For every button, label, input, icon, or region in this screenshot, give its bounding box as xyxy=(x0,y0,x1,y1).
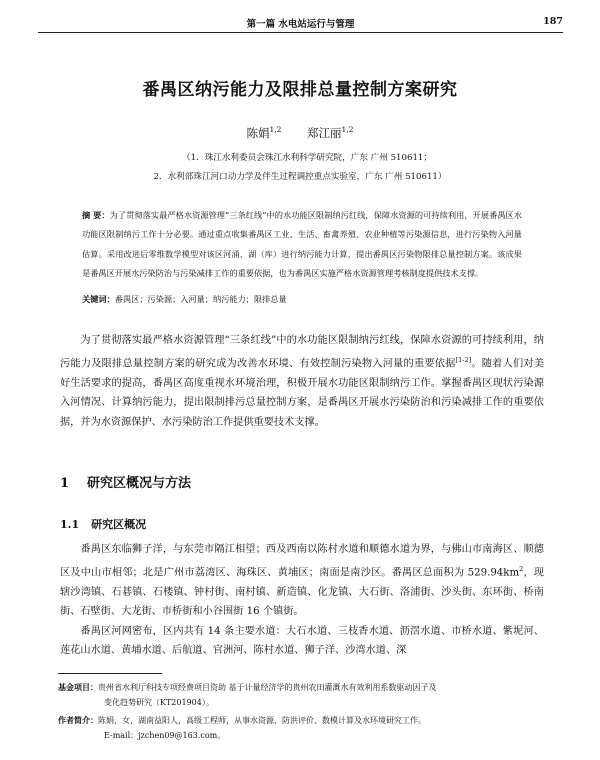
author-affil-sup: 1,2 xyxy=(269,125,282,135)
overview-text: 番禺区东临狮子洋，与东莞市隔江相望；西及西南以陈村水道和顺德水道为界，与佛山市南海区、顺德区及中山市相邻；北是广州市荔湾区、海珠区、黄埔区；南面是南沙区。番禺区总面积为 529.94km xyxy=(60,544,544,578)
abstract xyxy=(82,206,522,284)
keywords-label: 关键词： xyxy=(82,294,115,304)
section-number: 1 xyxy=(60,476,70,491)
author-bio-label: 作者简介： xyxy=(58,715,98,725)
page-number: 187 xyxy=(543,16,563,27)
affiliation-2: 2．水利部珠江河口动力学及伴生过程调控重点实验室，广东 广州 510611） xyxy=(153,172,447,182)
overview-paragraph-1 xyxy=(60,540,544,622)
abstract-label: 摘 要： xyxy=(82,210,110,220)
overview-paragraphs xyxy=(60,540,544,661)
paper-title: 番禺区纳污能力及限排总量控制方案研究 xyxy=(142,80,458,100)
running-header xyxy=(38,14,563,30)
footnote-rule xyxy=(58,673,162,674)
author-name: 郑江丽 xyxy=(307,126,342,140)
keywords xyxy=(82,294,522,305)
section-heading xyxy=(60,472,191,491)
subsection-title: 研究区概况 xyxy=(91,518,147,531)
fund-text-cont: 变化趋势研究（KT201904）。 xyxy=(104,698,214,707)
area-unit-sup: 2 xyxy=(519,564,524,573)
section-title: 研究区概况与方法 xyxy=(87,476,192,491)
author-name: 陈娟 xyxy=(246,126,270,140)
subsection-number: 1.1 xyxy=(60,518,80,531)
intro-paragraph xyxy=(60,331,544,432)
intro-text-cont: 。随着人们对美好生活要求的提高，番禺区高度重视水环境治理，积极开展水功能区限制纳污工作。掌握番禺区现状污染源入河情况、计算纳污能力，提出限制排污总量控制方案，是番禺区开展水污染防治和污染减排工作的重要依据，并为水资源保护、水污染防治工作提供重要技术支撑。 xyxy=(60,357,545,428)
author-line xyxy=(0,125,600,141)
footnote-fund xyxy=(58,680,544,710)
author-email: E-mail：jzchen09@163.com。 xyxy=(104,731,226,740)
overview-text-cont: ，现辖沙湾镇、石碁镇、石楼镇、钟村街、南村镇、新造镇、化龙镇、大石街、洛浦街、沙头街、东环街、桥南街、石壁街、大龙街、市桥街和小谷围街 16 个镇街。 xyxy=(60,566,544,618)
author-bio-text: 陈娟，女，湖南益阳人，高级工程师，从事水资源、防洪评价、数模计算及水环境研究工作。 xyxy=(98,716,426,725)
citation-ref: [1-2] xyxy=(455,355,472,364)
affiliation-1: （1．珠江水利委员会珠江水利科学研究院，广东 广州 510611； xyxy=(182,153,432,163)
abstract-text: 为了贯彻落实最严格水资源管理“三条红线”中的水功能区限制纳污红线，保障水资源的可持续利用，开展番禺区水功能区限制纳污工作十分必要。通过重点收集番禺区工业、生活、畜禽养殖、农业种植等污染源信息，进行污染物入河量估算。采用改进后零维数学模型对该区河涌、湖（库）进行纳污能力计算，提出番禺区污染物限排总量控制方案。该成果是番禺区开展水污染防治与污染减排工作的重要依据，也为番禺区实施严格水资源管理考核制度提供技术支撑。 xyxy=(82,210,522,279)
intro-text: 为了贯彻落实最严格水资源管理“三条红线”中的水功能区限制纳污红线，保障水资源的可持续利用，纳污能力及限排总量控制方案的研究成为改善水环境、有效控制污染物入河量的重要依据 xyxy=(60,335,544,369)
keywords-text: 番禺区；污染源；入河量；纳污能力；限排总量 xyxy=(114,294,287,304)
author-affil-sup: 1,2 xyxy=(341,125,354,135)
header-section: 第一篇 水电站运行与管理 xyxy=(246,19,355,30)
overview-paragraph-2: 番禺区河网密布，区内共有 14 条主要水道：大石水道、三枝香水道、沥滘水道、市桥水道、紫坭河、莲花山水道、黄埔水道、后航道、官洲河、陈村水道、狮子洋、沙湾水道、深 xyxy=(60,625,544,657)
header-rule xyxy=(38,32,563,33)
fund-label: 基金项目： xyxy=(58,682,98,692)
subsection-heading xyxy=(60,516,146,532)
footnote-author xyxy=(58,713,544,743)
fund-text: 贵州省水利厅科技专项经费项目资助 基于计量经济学的贵州农田灌溉水有效利用系数驱动因子及 xyxy=(98,683,437,692)
